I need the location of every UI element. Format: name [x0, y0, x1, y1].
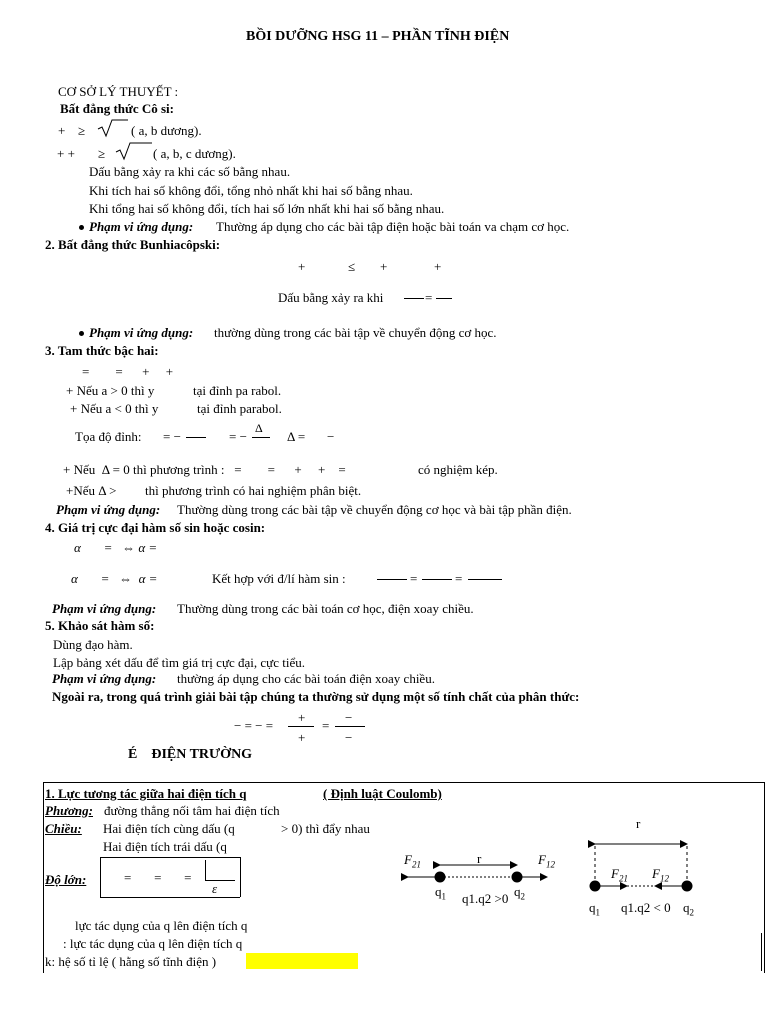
sense-same-sign-b: > 0) thì đẩy nhau — [281, 821, 370, 836]
cauchy-note-2: Khi tích hai số không đổi, tổng nhỏ nhất khi hai số bằng nhau. — [89, 183, 413, 198]
sqrt-sign-2 — [114, 141, 154, 161]
cauchy-formula-1-plus: + — [58, 123, 66, 138]
function-survey-heading: 5. Khảo sát hàm số: — [45, 618, 155, 633]
magnitude-box-bottom — [100, 897, 240, 898]
magnitude-box-left — [100, 857, 101, 897]
distance-r-label-1: r — [477, 851, 482, 866]
sin-law-eq-1: = — [410, 571, 418, 586]
quadratic-scope-label: Phạm vi ứng dụng: — [56, 502, 161, 517]
sin-law-eq-2: = — [455, 571, 463, 586]
fraction-bar — [436, 298, 452, 299]
charge-q2-sub: 2 — [520, 891, 525, 902]
fraction-equals: = — [322, 718, 330, 733]
force-f21-sub: 21 — [411, 859, 421, 870]
quadratic-case-4-a: +Nếu Δ > — [66, 483, 117, 498]
force-f12-sub: 12 — [545, 859, 555, 870]
sense-opposite-sign: Hai điện tích trái dấu (q — [103, 839, 227, 854]
sin-max-scope-label: Phạm vi ứng dụng: — [52, 601, 157, 616]
cauchy-formula-1-cond: ( a, b dương). — [131, 123, 202, 138]
box-divider — [761, 933, 762, 971]
quadratic-case-1-b: tại đỉnh pa rabol. — [193, 383, 282, 398]
charge-q1-sub: 1 — [441, 891, 446, 902]
force-f21-symbol: F — [404, 852, 412, 867]
cauchy-scope-label: Phạm vi ứng dụng: — [89, 219, 194, 234]
vertex-label: Tọa độ đỉnh: — [75, 429, 142, 444]
coulomb-constant-text: k: hệ số tỉ lệ ( hằng số tĩnh điện ) — [45, 954, 217, 969]
force-f12-label — [538, 852, 555, 873]
quadratic-case-2-a: + Nếu a < 0 thì y — [70, 401, 159, 416]
bunhia-formula-leq: ≤ — [348, 259, 356, 274]
highlight-mark — [246, 953, 358, 969]
cauchy-formula-2-cond: ( a, b, c dương). — [153, 146, 236, 161]
theory-heading: CƠ SỞ LÝ THUYẾT : — [58, 84, 179, 99]
sin-law-text: Kết hợp với đ/lí hàm sin : — [212, 571, 346, 586]
vertex-delta: Δ — [255, 421, 263, 435]
fraction-properties-intro: Ngoài ra, trong quá trình giải bài tập chúng ta thường sử dụng một số tính chất của phân thức: — [52, 689, 580, 704]
sense-label: Chiều: — [45, 821, 82, 836]
charge-q2-symbol: q — [514, 884, 521, 899]
cauchy-formula-2-geq: ≥ — [98, 146, 106, 161]
coulomb-heading — [45, 786, 288, 801]
direction-label: Phương: — [45, 803, 93, 818]
force-f21-sub-2: 21 — [618, 873, 628, 884]
function-survey-note-1: Dùng đạo hàm. — [53, 637, 133, 652]
sin-max-heading: 4. Giá trị cực đại hàm số sin hoặc cosin: — [45, 520, 266, 535]
bunhia-formula-plus-1: + — [298, 259, 306, 274]
fraction-bar — [335, 726, 365, 727]
cauchy-formula-1-geq: ≥ — [78, 123, 86, 138]
charge-q2-sub-2: 2 — [689, 907, 694, 918]
epsilon-symbol: ε — [212, 881, 218, 896]
quadratic-case-4-b: thì phương trình có hai nghiệm phân biệt. — [145, 483, 362, 498]
bunhia-scope-text: thường dùng trong các bài tập về chuyển động cơ học. — [214, 325, 497, 340]
charge-q1-label-1 — [435, 884, 446, 905]
quadratic-case-3-b: có nghiệm kép. — [418, 462, 498, 477]
page-title: BỒI DƯỠNG HSG 11 – PHẦN TĨNH ĐIỆN — [246, 29, 510, 44]
force-f21-label — [404, 852, 421, 873]
bunhia-heading: 2. Bất đẳng thức Bunhiacôpski: — [45, 237, 221, 252]
fraction-bar — [186, 437, 206, 438]
cauchy-scope-text: Thường áp dụng cho các bài tập điện hoặc bài toán va chạm cơ học. — [216, 219, 570, 234]
function-survey-scope-label: Phạm vi ứng dụng: — [52, 671, 157, 686]
bunhia-scope-label: Phạm vi ứng dụng: — [89, 325, 194, 340]
condition-positive: q1.q2 >0 — [462, 891, 509, 906]
fraction-numerator-2: − — [345, 710, 353, 725]
charge-q2-label-2 — [683, 900, 694, 921]
cauchy-formula-2-plus: + + — [57, 146, 75, 161]
charge-q1-sub-2: 1 — [595, 907, 600, 918]
force-description-2: : lực tác dụng của q lên điện tích q — [63, 936, 243, 951]
fraction-denominator-2: − — [345, 730, 353, 745]
condition-negative: q1.q2 < 0 — [621, 900, 671, 915]
sqrt-sign-1 — [96, 118, 130, 138]
charge-q2-label-1 — [514, 884, 525, 905]
magnitude-box-top — [100, 857, 240, 858]
fraction-bar — [468, 579, 502, 580]
charge-q1-symbol-2: q — [589, 900, 596, 915]
sense-same-sign: Hai điện tích cùng dấu (q — [103, 821, 235, 836]
bunhia-equality-sign: = — [425, 290, 433, 305]
magnitude-equation: = = = — [124, 870, 192, 885]
fraction-bar — [404, 298, 424, 299]
magnitude-label: Độ lớn: — [45, 872, 87, 887]
force-f12-symbol: F — [538, 852, 546, 867]
quadratic-case-2-b: tại đỉnh parabol. — [197, 401, 282, 416]
coulomb-heading-text: 1. Lực tương tác giữa hai điện tích q — [45, 786, 247, 801]
force-f21-label-2 — [611, 866, 628, 887]
charge-q1-symbol: q — [435, 884, 442, 899]
function-survey-note-2: Lập bảng xét dấu để tìm giá trị cực đại, cực tiểu. — [53, 655, 305, 670]
force-f12-label-2 — [652, 866, 669, 887]
fraction-bar — [377, 579, 407, 580]
cauchy-note-3: Khi tổng hai số không đổi, tích hai số lớn nhất khi hai số bằng nhau. — [89, 201, 445, 216]
vertex-delta-eq: Δ = — [287, 429, 306, 444]
cauchy-note-1: Dấu bằng xảy ra khi các số bằng nhau. — [89, 164, 291, 179]
function-survey-scope-text: thường áp dụng cho các bài toán điện xoay chiều. — [177, 671, 435, 686]
charge-q1-label-2 — [589, 900, 600, 921]
quadratic-heading: 3. Tam thức bậc hai: — [45, 343, 159, 358]
direction-text: đường thẳng nối tâm hai điện tích — [104, 803, 280, 818]
vertex-y: = − — [229, 429, 247, 444]
fraction-bar — [252, 437, 270, 438]
vertex-x: = − — [163, 429, 181, 444]
quadratic-case-3: + Nếu Δ = 0 thì phương trình : = = + + = — [63, 462, 346, 477]
vertex-delta-minus: − — [327, 429, 335, 444]
bunhia-formula-plus-3: + — [434, 259, 442, 274]
electric-field-heading: É ĐIỆN TRƯỜNG — [128, 747, 253, 762]
sin-max-scope-text: Thường dùng trong các bài toán cơ học, điện xoay chiều. — [177, 601, 474, 616]
force-f21-symbol-2: F — [611, 866, 619, 881]
force-description-1: lực tác dụng của q lên điện tích q — [75, 918, 248, 933]
force-f12-sub-2: 12 — [659, 873, 669, 884]
fraction-bar — [205, 880, 235, 881]
fraction-chain: − = − = — [234, 718, 274, 733]
charge-q2-symbol-2: q — [683, 900, 690, 915]
fraction-numerator-1: + — [298, 710, 306, 725]
magnitude-frac-bar-left — [205, 860, 206, 880]
bullet-dot — [79, 331, 84, 336]
distance-r-label-2: r — [636, 816, 641, 831]
quadratic-case-1-a: + Nếu a > 0 thì y — [66, 383, 155, 398]
bunhia-equality-text: Dấu bằng xảy ra khi — [278, 290, 384, 305]
force-f12-symbol-2: F — [652, 866, 660, 881]
quadratic-scope-text: Thường dùng trong các bài tập về chuyển động cơ học và bài tập phần điện. — [177, 502, 572, 517]
sin-max-row-2: α = ⇔ α = — [71, 571, 158, 586]
bullet-dot — [79, 225, 84, 230]
fraction-bar — [422, 579, 452, 580]
quadratic-formula: = = + + — [82, 364, 174, 379]
coulomb-law-name: ( Định luật Coulomb) — [323, 786, 442, 801]
fraction-denominator-1: + — [298, 730, 306, 745]
cauchy-heading: Bất đẳng thức Cô si: — [60, 101, 174, 116]
bunhia-formula-plus-2: + — [380, 259, 388, 274]
sin-max-row-1: α = ⇔ α = — [74, 540, 158, 555]
fraction-bar — [288, 726, 314, 727]
diagram-opposite-charges — [575, 828, 705, 903]
magnitude-box-right — [240, 857, 241, 897]
